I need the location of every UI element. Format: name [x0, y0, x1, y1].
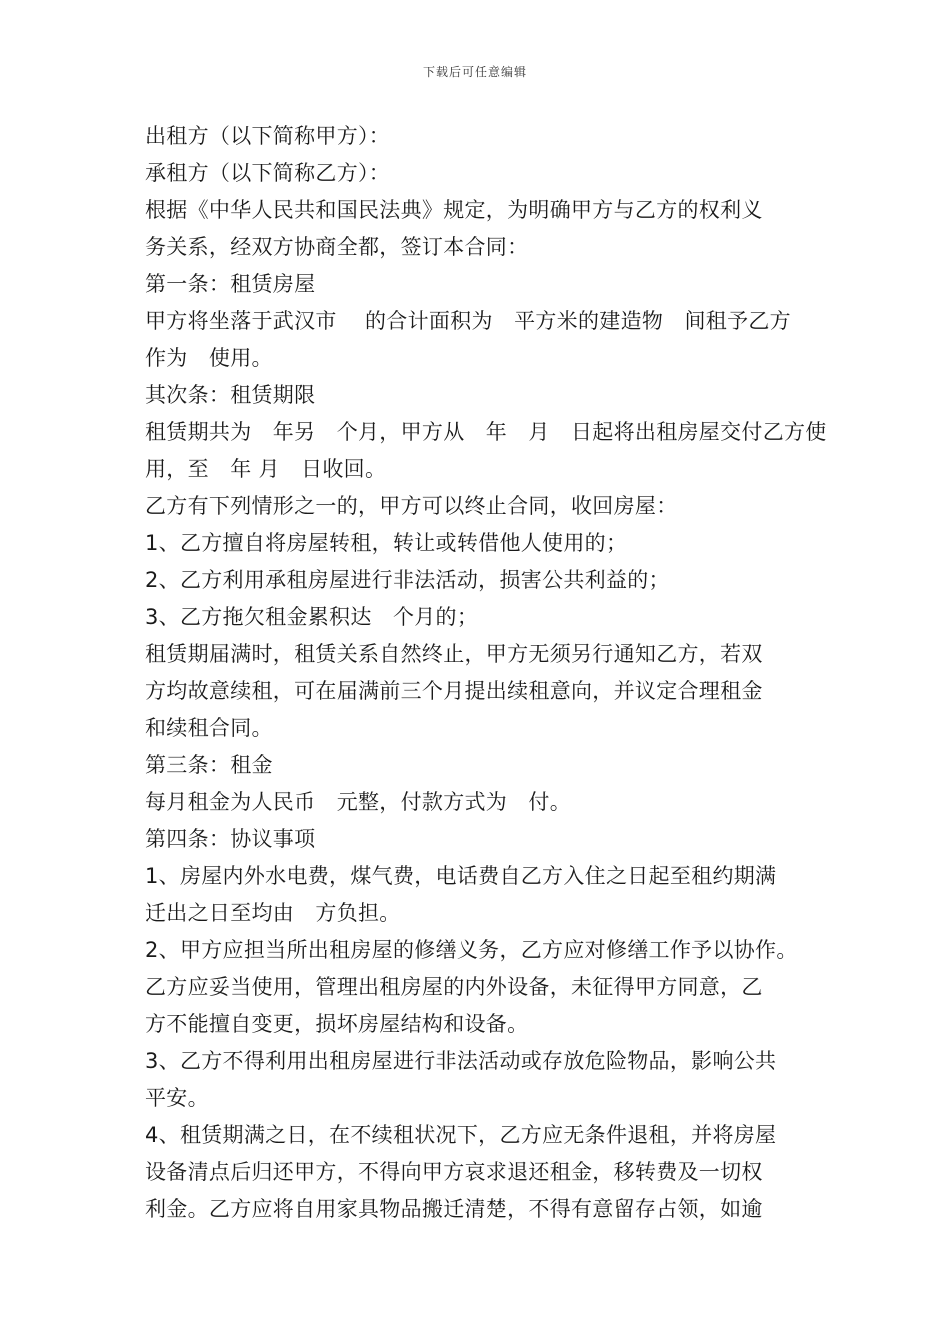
- text-line: 方均故意续租，可在届满前三个月提出续租意向，并议定合理租金: [145, 679, 763, 703]
- section-heading: 其次条：租赁期限: [145, 383, 316, 407]
- text-line: 和续租合同。: [145, 716, 273, 740]
- text-line: 迁出之日至均由 方负担。: [145, 901, 401, 925]
- section-heading: 第三条：租金: [145, 753, 273, 777]
- text-line: 每月租金为人民币 元整，付款方式为 付。: [145, 790, 571, 814]
- text-line: 方不能擅自变更，损坏房屋结构和设备。: [145, 1012, 529, 1036]
- section-heading: 第一条：租赁房屋: [145, 272, 316, 296]
- text-line: 根据《中华人民共和国民法典》规定，为明确甲方与乙方的权利义: [145, 198, 763, 222]
- header-note: 下载后可任意编辑: [422, 65, 527, 79]
- text-line: 乙方有下列情形之一的，甲方可以终止合同，收回房屋：: [145, 494, 678, 518]
- text-line: 用，至 年 月 日收回。: [145, 457, 387, 481]
- text-line: 出租方（以下简称甲方）：: [145, 124, 391, 148]
- text-line: 承租方（以下简称乙方）：: [145, 161, 391, 185]
- text-line: 作为 使用。: [145, 346, 273, 370]
- list-item: 3、乙方拖欠租金累积达 个月的；: [145, 605, 479, 629]
- text-line: 平安。: [145, 1086, 209, 1110]
- list-item: 4、租赁期满之日，在不续租状况下，乙方应无条件退租，并将房屋: [145, 1123, 777, 1147]
- contract-body: [145, 118, 825, 1228]
- list-item: 1、乙方擅自将房屋转租，转让或转借他人使用的；: [145, 531, 628, 555]
- list-item: 1、房屋内外水电费，煤气费，电话费自乙方入住之日起至租约期满: [145, 864, 777, 888]
- list-item: 2、甲方应担当所出租房屋的修缮义务，乙方应对修缮工作予以协作。: [145, 938, 798, 962]
- text-line: 甲方将坐落于武汉市 的合计面积为 平方米的建造物 间租予乙方: [145, 309, 791, 333]
- text-line: 务关系，经双方协商全都，签订本合同：: [145, 235, 529, 259]
- text-line: 租赁期届满时，租赁关系自然终止，甲方无须另行通知乙方，若双: [145, 642, 763, 666]
- text-line: 设备清点后归还甲方，不得向甲方哀求退还租金，移转费及一切权: [145, 1160, 763, 1184]
- list-item: 3、乙方不得利用出租房屋进行非法活动或存放危险物品，影响公共: [145, 1049, 777, 1073]
- text-line: 利金。乙方应将自用家具物品搬迁清楚，不得有意留存占领，如逾: [145, 1197, 763, 1221]
- text-line: 租赁期共为 年另 个月，甲方从 年 月 日起将出租房屋交付乙方使: [145, 420, 827, 444]
- text-line: 乙方应妥当使用，管理出租房屋的内外设备，未征得甲方同意，乙: [145, 975, 763, 999]
- list-item: 2、乙方利用承租房屋进行非法活动，损害公共利益的；: [145, 568, 670, 592]
- section-heading: 第四条：协议事项: [145, 827, 316, 851]
